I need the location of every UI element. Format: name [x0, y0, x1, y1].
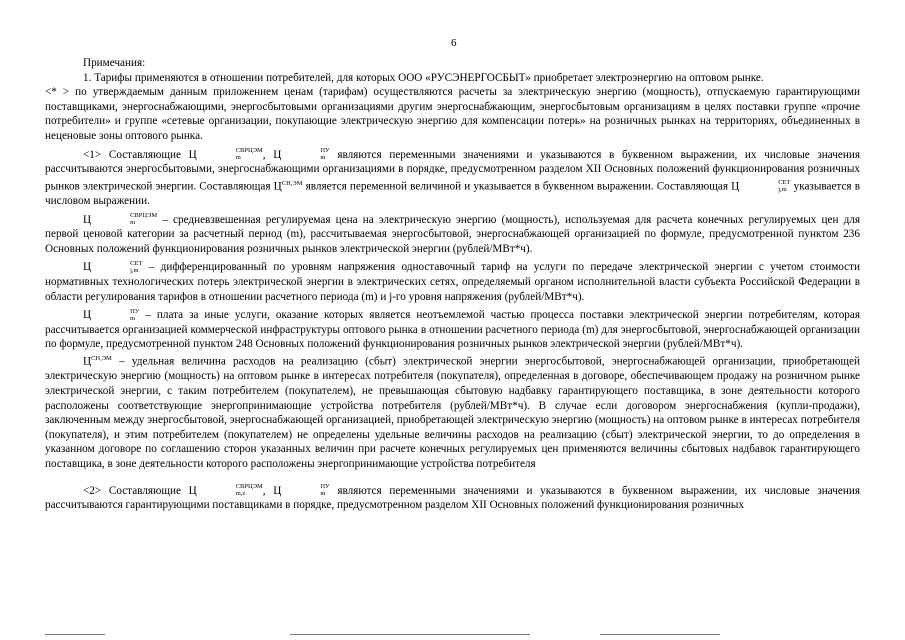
symbol-index [198, 147, 263, 161]
scan-edge-lines [0, 634, 905, 637]
text-fragment: Ц [83, 261, 92, 274]
text-fragment: является переменной величиной и указывается в буквенном выражении. Составляющая Ц [302, 180, 740, 193]
symbol-index [92, 308, 139, 322]
text-fragment: являются переменными значениями и указываются в буквенном выражении, их числовые значения рассчитываются энергосбытовыми, энергоснабжающими организациями в порядке, предусмотренном разделом XII Основных положений функционирования розничных рынков электрической энергии. Составляющая Ц [45, 148, 860, 193]
symbol-subscript: m [320, 153, 326, 161]
symbol-subscript: m [130, 314, 136, 322]
symbol-subscript: m [235, 153, 241, 161]
symbol-superscript: ПУ [130, 307, 140, 315]
symbol-superscript: СВРЦЭМ [235, 482, 263, 490]
text-fragment: <2> Составляющие Ц [83, 484, 197, 497]
symbol-index [740, 179, 790, 193]
symbol-superscript: СВРЦЭМ [235, 146, 263, 154]
text-fragment: указывается в числовом выражении. [45, 180, 860, 208]
symbol-subscript: m,z [235, 489, 246, 497]
symbol-superscript: СН,ЭМ [91, 355, 112, 363]
symbol-superscript: СН,ЭМ [281, 179, 303, 187]
symbol-subscript: m [130, 219, 136, 227]
definition-pu [45, 308, 860, 352]
symbol-index [92, 212, 157, 226]
note-footnote-1 [45, 148, 860, 209]
text-fragment: являются переменными значениями и указываются в буквенном выражении, их числовые значения рассчитываются гарантирующими поставщиками в порядке, предусмотренном разделом XII Основных положений функционирования розничных [45, 484, 860, 512]
symbol-index [282, 483, 329, 497]
document-body [45, 56, 860, 513]
symbol-index [92, 260, 142, 274]
scan-line [45, 634, 105, 635]
symbol-index [198, 483, 263, 497]
symbol-superscript: СВРЦЭМ [130, 212, 158, 220]
text-fragment: <1> Составляющие Ц [83, 148, 197, 161]
text-fragment: – плата за иные услуги, оказание которых является неотъемлемой частью процесса поставки электрической энергии потребителям, которая рассчитывается организацией коммерческой инфраструктуры оптового рынка в отношении расчетного периода (m) для энергосбытовой, энергоснабжающей организации по формуле, предусмотренной пунктом 248 Основных положений функционирования розничных рынков электрической энергии (рублей/МВт*ч). [45, 309, 860, 351]
definition-snem [45, 352, 860, 471]
text-fragment: Ц [83, 355, 92, 368]
note-asterisk: <* > по утверждаемым данным приложением ценам (тарифам) осуществляются расчеты за электрическую энергию (мощность), отпускаемую гарантирующими поставщиками, энергоснабжающими, энергосбытовыми организациями другим энергоснабжающим, энергосбытовым организациям в целях поставки группе «прочие потребители» и группе «сетевые организации, покупающие электрическую энергию для компенсации потерь» на розничных рынках на территориях, объединенных в неценовые зоны оптового рынка. [45, 86, 860, 142]
scan-line [600, 634, 720, 635]
symbol-subscript: m [320, 489, 326, 497]
notes-heading: Примечания: [83, 57, 146, 69]
text-fragment: Ц [83, 213, 92, 226]
symbol-subscript: j,m [130, 266, 139, 274]
text-fragment: , Ц [262, 148, 282, 161]
scan-line [290, 634, 530, 635]
symbol-superscript: ПУ [320, 482, 330, 490]
text-fragment: , Ц [262, 484, 282, 497]
text-fragment: – дифференцированный по уровням напряжения одноставочный тариф на услуги по передаче электрической энергии с учетом стоимости нормативных технологических потерь электрической энергии в электрических сетях, определяемый органом исполнительной власти субъекта Российской Федерации в области регулирования тарифов в отношении расчетного периода (m) и j-го уровня напряжения (рублей/МВт*ч). [45, 261, 860, 303]
page-number: 6 [451, 37, 457, 49]
symbol-superscript: СЕТ [778, 178, 791, 186]
symbol-superscript: ПУ [320, 146, 330, 154]
definition-svrcem [45, 213, 860, 257]
symbol-index [282, 147, 329, 161]
symbol-superscript: СЕТ [130, 259, 143, 267]
note-1: 1. Тарифы применяются в отношении потребителей, для которых ООО «РУСЭНЕРГОСБЫТ» приобретает электроэнергию на оптовом рынке. [83, 71, 764, 84]
text-fragment: – средневзвешенная регулируемая цена на электрическую энергию (мощность), используемая для расчета конечных регулируемых цен для первой ценовой категории за расчетный период (m), рассчитываемая энергосбытовой, энергоснабжающей организацией по формуле, предусмотренной пунктом 236 Основных положений функционирования розничных рынков электрической энергии (рублей/МВт*ч). [45, 213, 860, 255]
note-footnote-2 [45, 484, 860, 513]
document-page [45, 0, 860, 640]
symbol-subscript: j,m [778, 185, 787, 193]
text-fragment: – удельная величина расходов на реализацию (сбыт) электрической энергии энергосбытовой, энергоснабжающей организации, приобретающей электрическую энергию (мощность) на оптовом рынке в интересах потребителя (покупателя), определенная в договоре, обеспечивающем продажу на розничном рынке электрической энергии, с таким потребителем (покупателем), не превышающая сбытовую надбавку гарантирующего поставщика, в зоне деятельности которого расположены соответствующие энергопринимающие устройства потребителя (рублей/МВт*ч). В случае если договором энергоснабжения (купли-продажи), заключенным между энергосбытовой, энергоснабжающей организацией, приобретающей электрическую энергию (мощность) на оптовом рынке в интересах потребителя (покупателя), и этим потребителем (покупателем) не определены удельные величины расходов на реализацию (сбыт) электрической энергии, то до определения в указанном договоре по соглашению сторон указанных величин при расчете конечных регулируемых цен применяются величины сбытовых надбавок гарантирующего поставщика, в зоне деятельности которого расположены энергопринимающие устройства потребителя [45, 355, 860, 470]
text-fragment: Ц [83, 309, 92, 322]
definition-set [45, 260, 860, 304]
